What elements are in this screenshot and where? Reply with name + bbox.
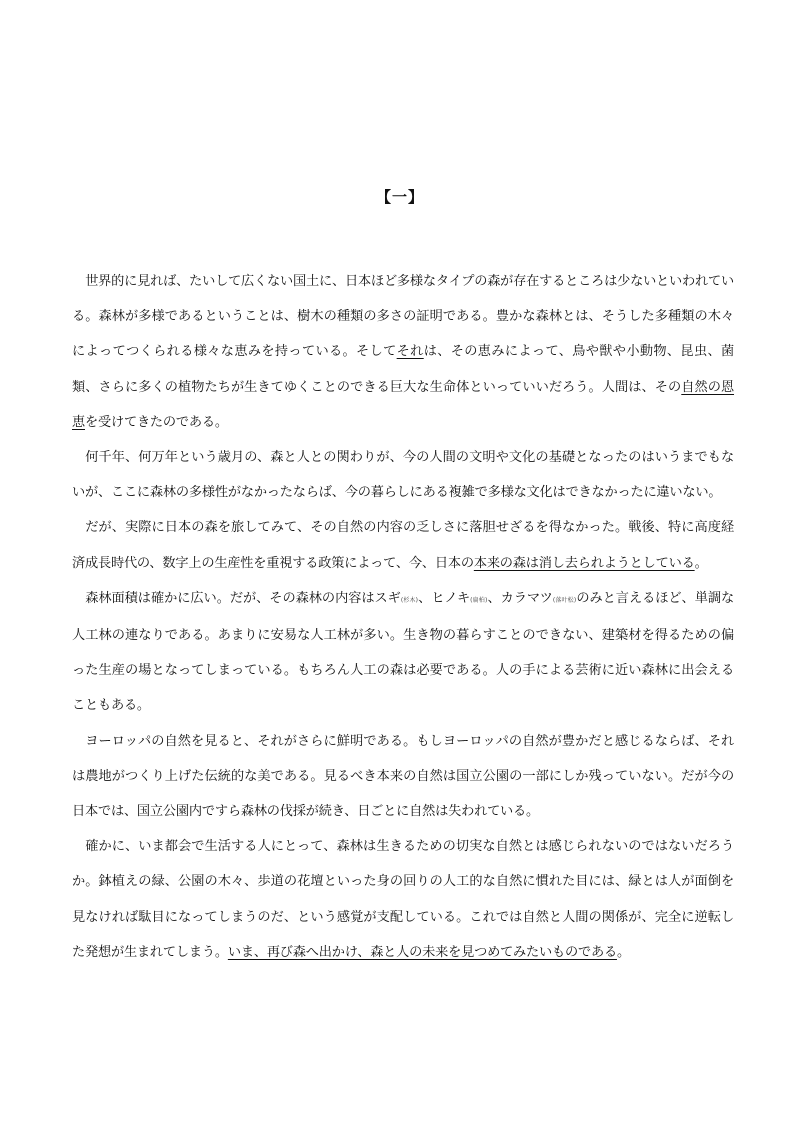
paragraph-4-text-b: 、ヒノキ: [418, 590, 471, 606]
paragraph-4: [72, 581, 734, 724]
annotation-sugi: (杉木): [400, 596, 419, 604]
paragraph-4-text-a: 森林面積は確かに広い。だが、その森林の内容はスギ: [85, 590, 401, 606]
paragraph-1: [72, 264, 734, 440]
underlined-phrase-honrai-no-mori: 本来の森は消し去られようとしている: [473, 555, 695, 571]
paragraph-6-text-b: 。: [616, 944, 630, 960]
paragraph-3-text-b: 。: [694, 555, 708, 571]
underlined-phrase-sore: それ: [396, 344, 424, 360]
underlined-phrase-mirai: いま、再び森へ出かけ、森と人の未来を見つめてみたいものである: [227, 944, 617, 960]
paragraph-4-text-d: のみと言えるほど、単調な人工林の連なりである。あまりに安易な人工林が多い。生き物の暮らすことのできない、建築材を得るための偏った生産の場となってしまっている。もちろん人工の森は必要である。人の手による芸術に近い森林に出会えることもある。: [72, 590, 735, 714]
paragraph-1-text-b: は、その恵みによって、鳥や獣や小動物、昆虫、菌類、さらに多くの植物たちが生きてゆくことのできる巨大な生命体といっていいだろう。人間は、その: [72, 344, 735, 395]
annotation-hinoki: (扁柏): [470, 596, 488, 604]
paragraph-2: 何千年、何万年という歳月の、森と人との関わりが、今の人間の文明や文化の基礎となったのはいうまでもないが、ここに森林の多様性がなかったならば、今の暮らしにある複雑で多様な文化はできなかったに違いない。: [72, 450, 734, 501]
annotation-karamatsu: (落叶松): [552, 596, 577, 604]
paragraph-4-text-c: 、カラマツ: [487, 590, 553, 606]
essay-body: [72, 264, 734, 970]
paragraph-3: [72, 510, 734, 580]
underlined-phrase-shizen-no-onkei: 自然の恩恵: [72, 379, 735, 430]
paragraph-3-text-a: だが、実際に日本の森を旅してみて、その自然の内容の乏しさに落胆せざるを得なかった。戦後、特に高度経済成長時代の、数字上の生産性を重視する政策によって、今、日本の: [72, 520, 734, 571]
paragraph-6-text-a: 確かに、いま都会で生活する人にとって、森林は生きるための切実な自然とは感じられないのではないだろうか。鉢植えの緑、公園の木々、歩道の花壇といった身の回りの人工的な自然に慣れた目には、緑とは人が面倒を見なければ駄目になってしまうのだ、という感覚が支配している。これでは自然と人間の関係が、完全に逆転した発想が生まれてしまう。: [72, 839, 734, 960]
section-heading: 【一】: [375, 188, 424, 206]
paragraph-1-text-a: 世界的に見れば、たいして広くない国土に、日本ほど多様なタイプの森が存在するところは少ないといわれている。森林が多様であるということは、樹木の種類の多さの証明である。豊かな森林とは、そうした多種類の木々によってつくられる様々な恵みを持っている。そして: [72, 274, 734, 360]
paragraph-6: [72, 829, 734, 970]
paragraph-1-text-c: を受けてきたのである。: [85, 414, 228, 430]
paragraph-5: ヨーロッパの自然を見ると、それがさらに鮮明である。もしヨーロッパの自然が豊かだと感じるならば、それは農地がつくり上げた伝統的な美である。見るべき本来の自然は国立公園の一部にしか残っていない。だが今の日本では、国立公園内ですら森林の伐採が続き、日ごとに自然は失われている。: [72, 733, 734, 820]
